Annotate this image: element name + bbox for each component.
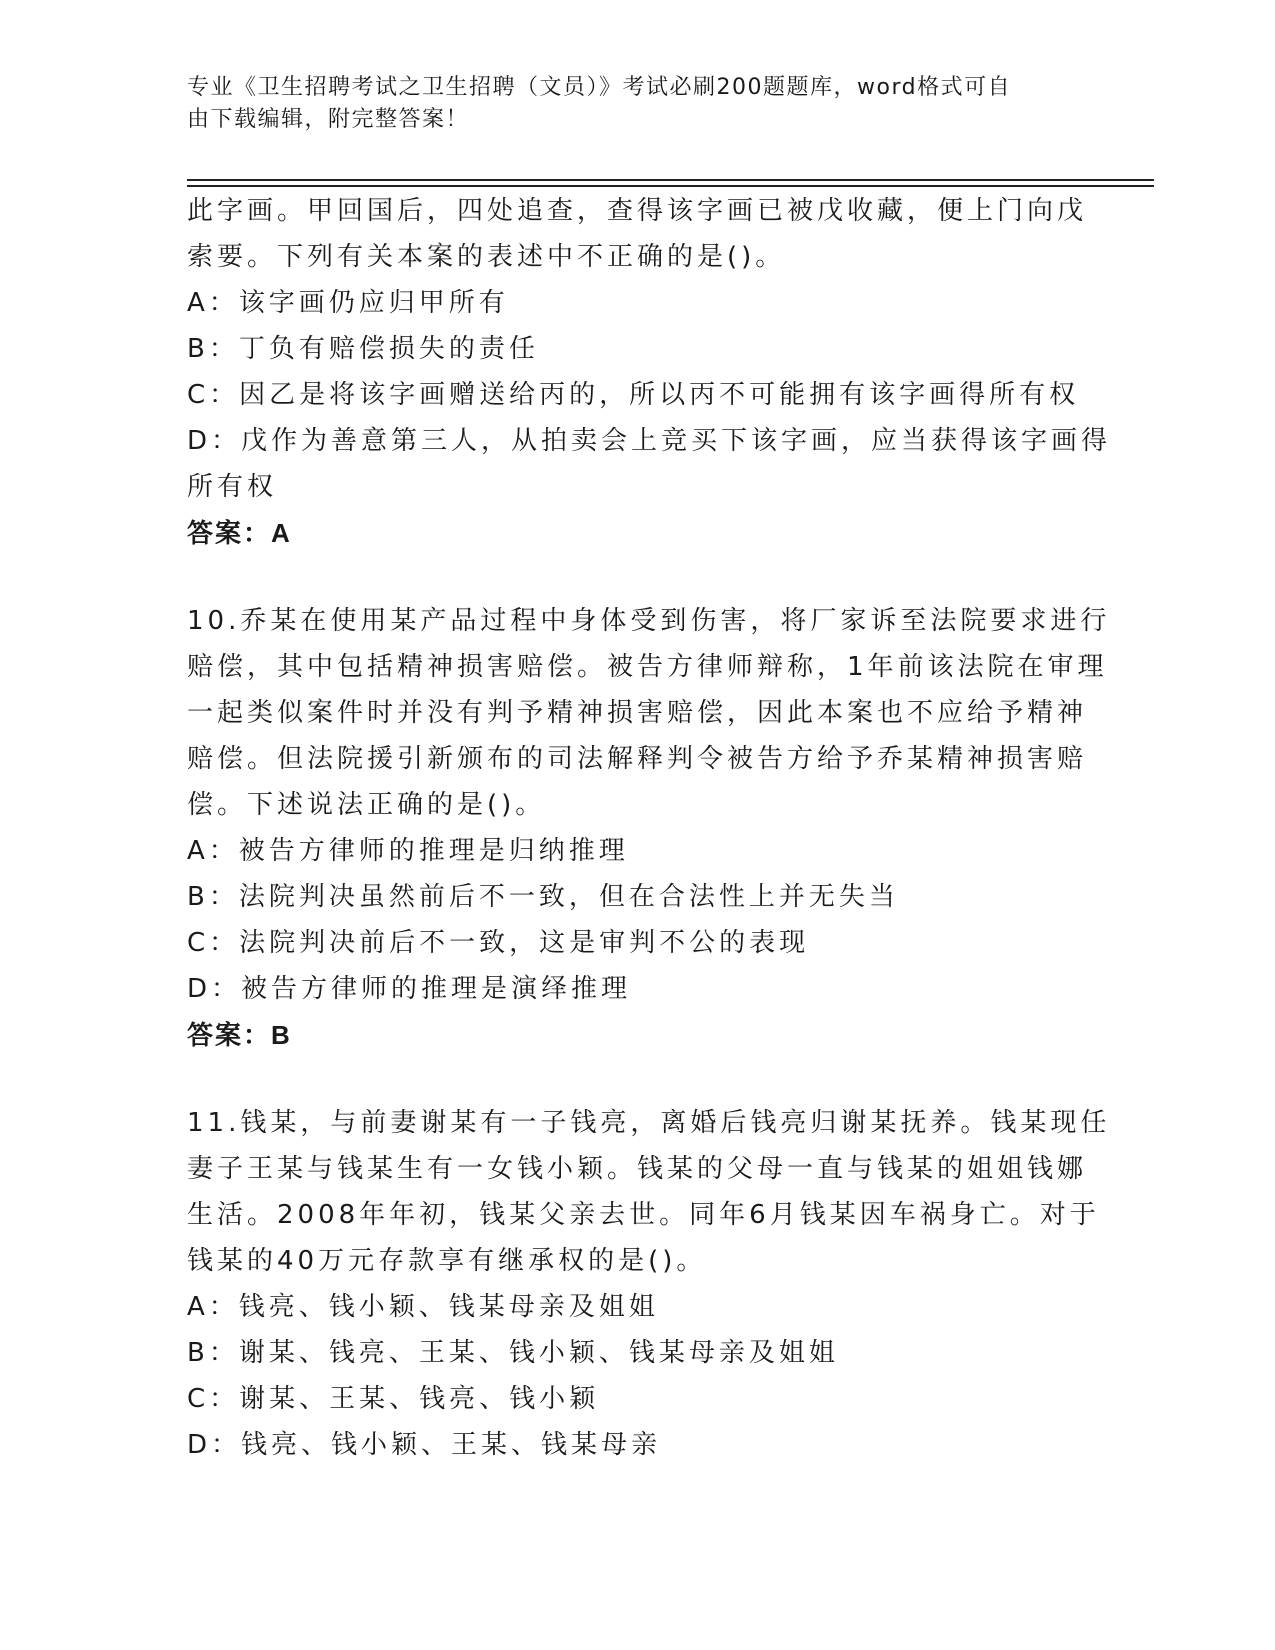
option-c: C：因乙是将该字画赠送给丙的，所以丙不可能拥有该字画得所有权 [187,380,1080,410]
question-stem-line: 11.钱某，与前妻谢某有一子钱亮，离婚后钱亮归谢某抚养。钱某现任 [187,1108,1111,1138]
option-a: A：钱亮、钱小颖、钱某母亲及姐姐 [187,1292,659,1322]
option-d-continued: 所有权 [187,472,278,502]
option-c: C：谢某、王某、钱亮、钱小颖 [187,1384,600,1414]
question-11 [187,1100,1111,1468]
answer-label: 答案：B [187,1020,292,1050]
question-stem-line: 妻子王某与钱某生有一女钱小颖。钱某的父母一直与钱某的姐姐钱娜 [187,1154,1088,1184]
question-stem-line: 索要。下列有关本案的表述中不正确的是()。 [187,242,786,272]
document-header [187,72,1067,136]
header-line-2: 由下载编辑，附完整答案！ [187,107,470,132]
question-stem-line: 钱某的40万元存款享有继承权的是()。 [187,1246,707,1276]
answer-label: 答案：A [187,518,292,548]
option-b: B：丁负有赔偿损失的责任 [187,334,539,364]
question-stem-line: 一起类似案件时并没有判予精神损害赔偿，因此本案也不应给予精神 [187,698,1088,728]
option-b: B：谢某、钱亮、王某、钱小颖、钱某母亲及姐姐 [187,1338,839,1368]
option-a: A：被告方律师的推理是归纳推理 [187,836,629,866]
question-stem-line: 10.乔某在使用某产品过程中身体受到伤害，将厂家诉至法院要求进行 [187,606,1111,636]
option-d: D：被告方律师的推理是演绎推理 [187,974,632,1004]
question-10 [187,598,1111,1058]
header-rule-top [187,179,1154,181]
question-stem-line: 赔偿。但法院援引新颁布的司法解释判令被告方给予乔某精神损害赔 [187,744,1088,774]
option-d: D：戊作为善意第三人，从拍卖会上竞买下该字画，应当获得该字画得 [187,426,1112,456]
question-stem-line: 生活。2008年年初，钱某父亲去世。同年6月钱某因车祸身亡。对于 [187,1200,1100,1230]
header-line-1: 专业《卫生招聘考试之卫生招聘（文员）》考试必刷200题题库，word格式可自 [187,75,1012,100]
option-d: D：钱亮、钱小颖、王某、钱某母亲 [187,1430,662,1460]
spacer [187,556,1067,598]
option-a: A：该字画仍应归甲所有 [187,288,509,318]
spacer [187,1058,1067,1100]
question-9 [187,188,1112,556]
question-stem-line: 赔偿，其中包括精神损害赔偿。被告方律师辩称，1年前该法院在审理 [187,652,1108,682]
question-stem-line: 偿。下述说法正确的是()。 [187,790,546,820]
option-b: B：法院判决虽然前后不一致，但在合法性上并无失当 [187,882,899,912]
header-rule-bottom [187,185,1154,187]
option-c: C：法院判决前后不一致，这是审判不公的表现 [187,928,810,958]
question-stem-line: 此字画。甲回国后，四处追查，查得该字画已被戊收藏，便上门向戊 [187,196,1088,226]
document-body [187,188,1112,1468]
